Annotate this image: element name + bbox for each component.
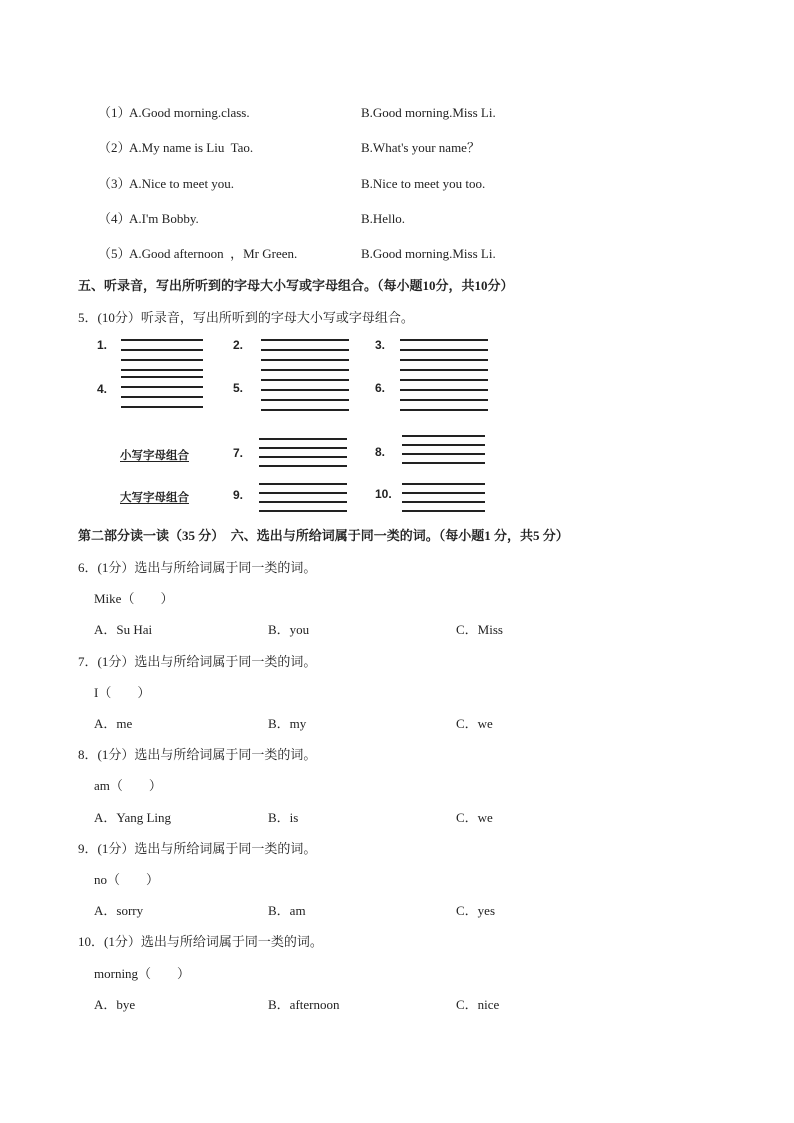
blank-label: 3. xyxy=(375,338,386,352)
writing-lines[interactable] xyxy=(259,483,347,517)
blank-label: 1. xyxy=(97,338,108,352)
choice-c[interactable]: C．we xyxy=(456,810,493,825)
option-a: A.Good morning.class. xyxy=(129,105,250,120)
choice-b[interactable]: B．you xyxy=(268,622,310,637)
option-b: B.What's your name？ xyxy=(361,140,480,155)
given-word: Mike（ ） xyxy=(94,591,174,606)
blank-label: 5. xyxy=(233,381,244,395)
option-number: （5） xyxy=(98,246,131,261)
option-a: A.I'm Bobby. xyxy=(129,211,199,226)
question-stem: 8．(1分）选出与所给词属于同一类的词。 xyxy=(78,747,317,762)
uppercase-combo-label: 大写字母组合 xyxy=(120,492,189,504)
blank-label: 2. xyxy=(233,338,244,352)
option-number: （2） xyxy=(98,140,131,155)
question-stem: 5．(10分）听录音，写出所听到的字母大小写或字母组合。 xyxy=(78,310,414,325)
writing-lines[interactable] xyxy=(400,339,488,373)
lowercase-combo-label: 小写字母组合 xyxy=(120,450,189,462)
choice-c[interactable]: C．nice xyxy=(456,997,500,1012)
option-b: B.Hello. xyxy=(361,211,406,226)
writing-lines[interactable] xyxy=(402,435,485,469)
choice-a[interactable]: A．bye xyxy=(94,997,136,1012)
choice-a[interactable]: A．sorry xyxy=(94,903,144,918)
writing-lines[interactable] xyxy=(121,339,203,373)
blank-label: 8. xyxy=(375,445,386,459)
part2-heading: 第二部分读一读（35 分） 六、选出与所给词属于同一类的词。（每小题1 分，共5 分） xyxy=(78,528,569,543)
choice-b[interactable]: B．afternoon xyxy=(268,997,340,1012)
choice-c[interactable]: C．yes xyxy=(456,903,496,918)
given-word: no（ ） xyxy=(94,872,160,887)
choice-a[interactable]: A．Yang Ling xyxy=(94,810,172,825)
choice-a[interactable]: A．Su Hai xyxy=(94,622,153,637)
choice-c[interactable]: C．we xyxy=(456,716,493,731)
choice-b[interactable]: B．my xyxy=(268,716,307,731)
blank-label: 10. xyxy=(375,487,392,501)
question-stem: 6．(1分）选出与所给词属于同一类的词。 xyxy=(78,560,317,575)
blank-label: 7. xyxy=(233,446,244,460)
writing-lines[interactable] xyxy=(402,483,485,517)
blank-label: 9. xyxy=(233,488,244,502)
choice-b[interactable]: B．am xyxy=(268,903,306,918)
given-word: am（ ） xyxy=(94,778,162,793)
option-number: （1） xyxy=(98,105,131,120)
writing-lines[interactable] xyxy=(121,376,203,410)
option-b: B.Good morning.Miss Li. xyxy=(361,246,496,261)
blank-label: 6. xyxy=(375,381,386,395)
choice-b[interactable]: B．is xyxy=(268,810,299,825)
section-heading: 五、听录音，写出所听到的字母大小写或字母组合。（每小题10分，共10分） xyxy=(78,278,514,293)
option-a: A.My name is Liu Tao. xyxy=(129,140,254,155)
writing-lines[interactable] xyxy=(259,438,347,472)
option-a: A.Good afternoon ，Mr Green. xyxy=(129,246,298,261)
blank-label: 4. xyxy=(97,382,108,396)
writing-lines[interactable] xyxy=(400,379,488,413)
question-stem: 10．(1分）选出与所给词属于同一类的词。 xyxy=(78,934,323,949)
option-b: B.Good morning.Miss Li. xyxy=(361,105,496,120)
writing-lines[interactable] xyxy=(261,379,349,413)
given-word: morning（ ） xyxy=(94,966,191,981)
given-word: I（ ） xyxy=(94,685,151,700)
question-stem: 9．(1分）选出与所给词属于同一类的词。 xyxy=(78,841,317,856)
question-stem: 7．(1分）选出与所给词属于同一类的词。 xyxy=(78,654,317,669)
choice-a[interactable]: A．me xyxy=(94,716,133,731)
option-number: （4） xyxy=(98,211,131,226)
choice-c[interactable]: C．Miss xyxy=(456,622,503,637)
option-a: A.Nice to meet you. xyxy=(129,176,235,191)
option-number: （3） xyxy=(98,176,131,191)
writing-lines[interactable] xyxy=(261,339,349,373)
option-b: B.Nice to meet you too. xyxy=(361,176,486,191)
